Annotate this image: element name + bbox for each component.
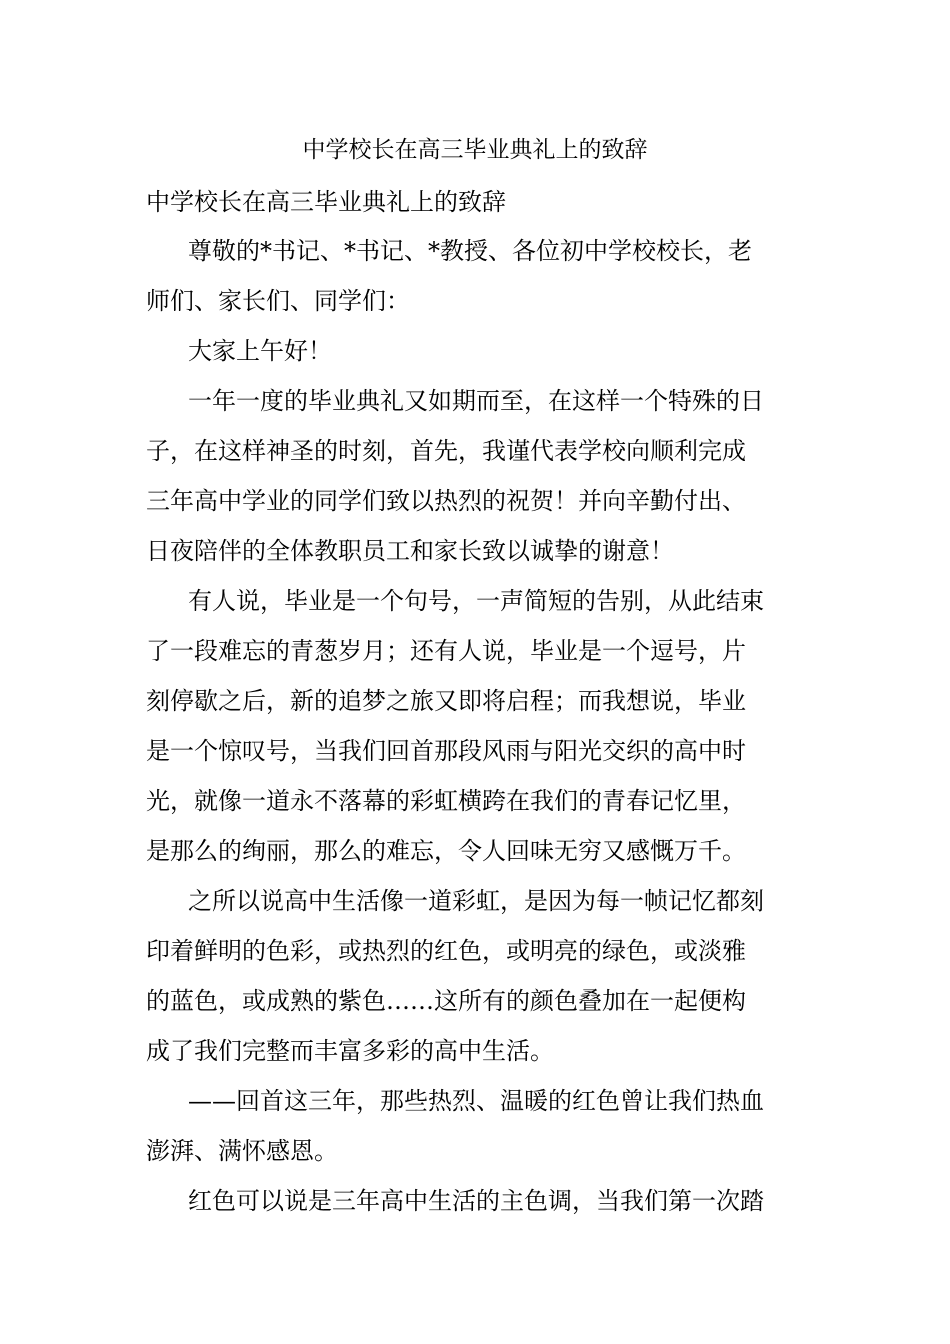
text-line: 红色可以说是三年高中生活的主色调，当我们第一次踏 xyxy=(188,1187,764,1215)
text-line: 光，就像一道永不落幕的彩虹横跨在我们的青春记忆里， xyxy=(146,787,746,815)
text-line: 大家上午好！ xyxy=(188,337,332,365)
text-line: 刻停歇之后，新的追梦之旅又即将启程；而我想说，毕业 xyxy=(146,687,746,715)
text-line: ——回首这三年，那些热烈、温暖的红色曾让我们热血 xyxy=(188,1087,764,1115)
text-line: 尊敬的*书记、*书记、*教授、各位初中学校校长，老 xyxy=(188,237,752,265)
text-line: 成了我们完整而丰富多彩的高中生活。 xyxy=(146,1037,554,1065)
text-line: 师们、家长们、同学们： xyxy=(146,287,410,315)
text-line: 日夜陪伴的全体教职员工和家长致以诚挚的谢意！ xyxy=(146,537,674,565)
text-line: 一年一度的毕业典礼又如期而至，在这样一个特殊的日 xyxy=(188,387,764,415)
text-line: 三年高中学业的同学们致以热烈的祝贺！并向辛勤付出、 xyxy=(146,487,746,515)
subtitle-line: 中学校长在高三毕业典礼上的致辞 xyxy=(146,188,506,216)
text-line: 印着鲜明的色彩，或热烈的红色，或明亮的绿色，或淡雅 xyxy=(146,937,746,965)
text-line: 澎湃、满怀感恩。 xyxy=(146,1137,338,1165)
text-line: 的蓝色，或成熟的紫色……这所有的颜色叠加在一起便构 xyxy=(146,987,746,1015)
text-line: 之所以说高中生活像一道彩虹，是因为每一帧记忆都刻 xyxy=(188,887,764,915)
text-line: 是那么的绚丽，那么的难忘，令人回味无穷又感慨万千。 xyxy=(146,837,746,865)
document-title: 中学校长在高三毕业典礼上的致辞 xyxy=(302,137,648,163)
text-line: 了一段难忘的青葱岁月；还有人说，毕业是一个逗号，片 xyxy=(146,637,746,665)
text-line: 子，在这样神圣的时刻，首先，我谨代表学校向顺利完成 xyxy=(146,437,746,465)
text-line: 有人说，毕业是一个句号，一声简短的告别，从此结束 xyxy=(188,587,764,615)
text-line: 是一个惊叹号，当我们回首那段风雨与阳光交织的高中时 xyxy=(146,737,746,765)
